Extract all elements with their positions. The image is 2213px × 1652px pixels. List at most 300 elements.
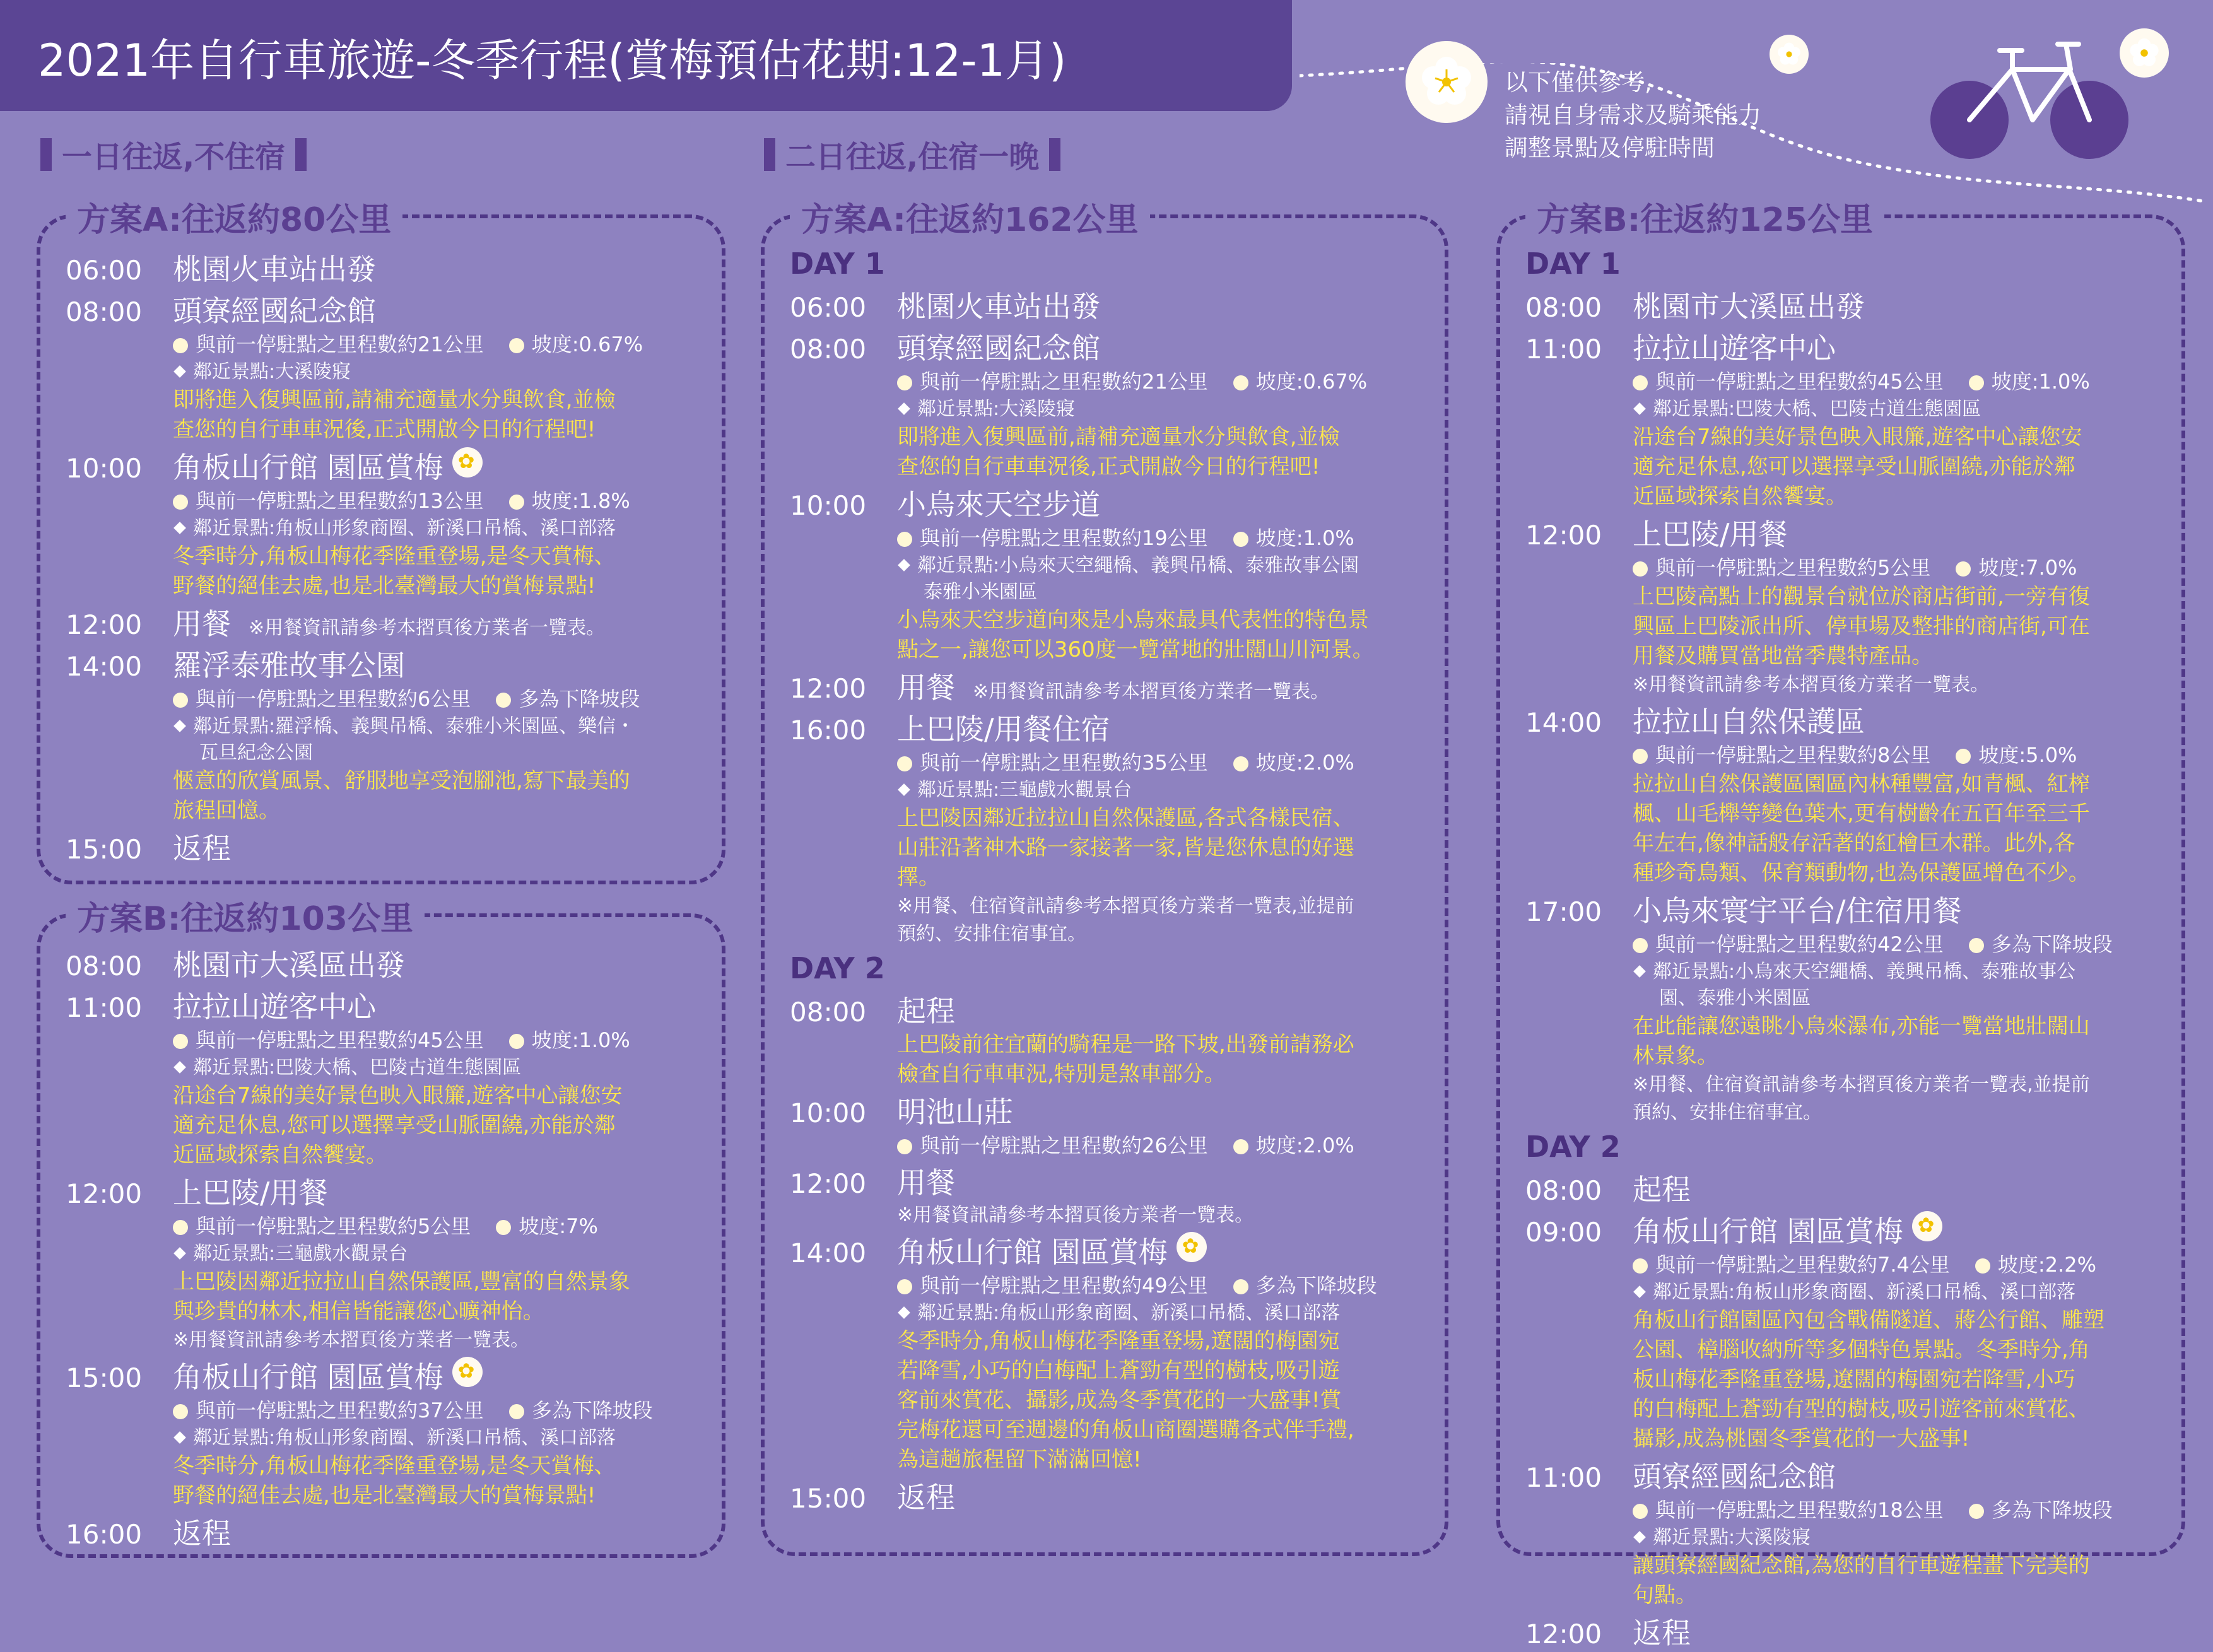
diamond-bullet-icon bbox=[898, 1306, 910, 1319]
nearby-spots bbox=[173, 515, 703, 542]
section-marker bbox=[1049, 138, 1060, 171]
plan-title: 方案B:往返約103公里 bbox=[66, 892, 425, 939]
entry-time: 14:00 bbox=[66, 651, 143, 682]
entry-place: 返程 bbox=[897, 1480, 955, 1514]
diamond-bullet-icon bbox=[1633, 402, 1646, 415]
slope-text: 坡度:7% bbox=[519, 1214, 598, 1238]
bullet-dot-icon bbox=[509, 495, 524, 510]
entry-row bbox=[66, 826, 703, 867]
nearby-spots bbox=[897, 777, 1426, 804]
entry-details bbox=[897, 367, 1426, 482]
entry-description: 野餐的絕佳去處,也是北臺灣最大的賞梅景點! bbox=[173, 573, 596, 599]
itinerary-entry bbox=[790, 706, 1426, 948]
entry-place: 拉拉山遊客中心 bbox=[1633, 331, 1836, 365]
nearby-spots bbox=[173, 1055, 703, 1081]
entry-details bbox=[897, 524, 1426, 665]
distance-text: 與前一停駐點之里程數約6公里 bbox=[196, 687, 471, 711]
nearby-spots bbox=[173, 713, 703, 740]
itinerary-entry bbox=[66, 1511, 703, 1552]
nearby-text: 鄰近景點:小烏來天空繩橋、義興吊橋、泰雅故事公 bbox=[1653, 961, 2076, 983]
nearby-text: 鄰近景點:三龜戲水觀景台 bbox=[917, 779, 1132, 801]
entry-description: 角板山行館園區內包含戰備隧道、蔣公行館、雕塑 bbox=[1633, 1308, 2104, 1333]
title-bar bbox=[0, 0, 1292, 111]
entry-time: 08:00 bbox=[66, 951, 143, 981]
reference-note: ※用餐資訊請參考本摺頁後方業者一覽表。 bbox=[897, 1204, 1254, 1226]
entry-details bbox=[1633, 367, 2163, 512]
entry-row bbox=[1525, 699, 2163, 741]
itinerary-entry bbox=[790, 482, 1426, 665]
entry-details bbox=[897, 1030, 1426, 1089]
plum-flower-icon bbox=[1770, 35, 1809, 74]
nearby-text: 鄰近景點:角板山形象商圈、新溪口吊橋、溪口部落 bbox=[193, 1427, 616, 1449]
entry-description: 上巴陵前往宜蘭的騎程是一路下坡,出發前請務必 bbox=[897, 1032, 1354, 1057]
section-title: 一日往返,不住宿 bbox=[62, 139, 286, 175]
note-line: 請視自身需求及騎乘能力 bbox=[1505, 102, 1761, 129]
entry-description: 近區域探索自然饗宴。 bbox=[173, 1142, 387, 1168]
diamond-bullet-icon bbox=[173, 1061, 186, 1074]
nearby-spots bbox=[1633, 959, 2163, 985]
entry-row bbox=[66, 942, 703, 984]
entry-description: 適充足休息,您可以選擇享受山脈圍繞,亦能於鄰 bbox=[173, 1113, 616, 1138]
distance-text: 與前一停駐點之里程數約35公里 bbox=[920, 751, 1208, 775]
distance-info bbox=[173, 1026, 703, 1055]
entry-time: 17:00 bbox=[1525, 896, 1602, 927]
entry-details bbox=[1633, 930, 2163, 1127]
itinerary-entry bbox=[1525, 1167, 2163, 1209]
distance-text: 與前一停駐點之里程數約45公里 bbox=[196, 1028, 484, 1052]
entry-row bbox=[1525, 1454, 2163, 1496]
bullet-dot-icon bbox=[1233, 756, 1248, 771]
nearby-spots bbox=[897, 553, 1426, 579]
entry-row bbox=[1525, 1209, 2163, 1250]
entry-place: 上巴陵/用餐 bbox=[1633, 517, 1788, 551]
entry-time: 12:00 bbox=[1525, 1619, 1602, 1649]
slope-text: 多為下降坡段 bbox=[531, 1398, 653, 1422]
meal-reference-note: ※用餐資訊請參考本摺頁後方業者一覽表。 bbox=[973, 681, 1330, 703]
nearby-spots bbox=[173, 1241, 703, 1267]
distance-text: 與前一停駐點之里程數約18公里 bbox=[1655, 1498, 1944, 1522]
slope-text: 坡度:2.0% bbox=[1255, 751, 1354, 775]
bicycle-icon bbox=[1924, 25, 2132, 164]
entry-row bbox=[790, 988, 1426, 1030]
plum-flower-icon bbox=[1406, 41, 1488, 123]
entry-place: 小烏來寰宇平台/住宿用餐 bbox=[1633, 894, 1962, 928]
itinerary-entry bbox=[790, 1229, 1426, 1475]
entry-description: 查您的自行車車況後,正式開啟今日的行程吧! bbox=[173, 417, 596, 442]
entry-details bbox=[1633, 741, 2163, 888]
entry-row bbox=[1525, 325, 2163, 367]
distance-info bbox=[897, 524, 1426, 553]
entry-details bbox=[897, 1271, 1426, 1475]
section-marker bbox=[40, 138, 52, 171]
entry-details bbox=[897, 1131, 1426, 1160]
entry-time: 08:00 bbox=[1525, 1175, 1602, 1206]
entry-place: 桃園火車站出發 bbox=[897, 290, 1100, 324]
entry-description: 點之一,讓您可以360度一覽當地的壯闊山川河景。 bbox=[897, 637, 1374, 662]
bullet-dot-icon bbox=[897, 1279, 912, 1294]
nearby-text: 鄰近景點:角板山形象商圈、新溪口吊橋、溪口部落 bbox=[1653, 1281, 2076, 1303]
entry-time: 06:00 bbox=[790, 292, 867, 323]
entry-details bbox=[897, 1202, 1426, 1229]
nearby-spots bbox=[173, 1425, 703, 1451]
distance-text: 與前一停駐點之里程數約19公里 bbox=[920, 526, 1208, 550]
day-label: DAY 1 bbox=[790, 247, 885, 281]
entry-time: 15:00 bbox=[790, 1483, 867, 1514]
entry-row bbox=[1525, 888, 2163, 930]
bullet-dot-icon bbox=[1633, 561, 1648, 577]
plum-flower-icon bbox=[1912, 1211, 1942, 1241]
bullet-dot-icon bbox=[897, 756, 912, 771]
entry-details bbox=[1633, 553, 2163, 699]
diamond-bullet-icon bbox=[1633, 1531, 1646, 1544]
entry-row bbox=[790, 665, 1426, 706]
plan-content bbox=[66, 247, 703, 867]
distance-text: 與前一停駐點之里程數約49公里 bbox=[920, 1274, 1208, 1298]
plan-title: 方案A:往返約80公里 bbox=[66, 193, 402, 240]
entry-details bbox=[173, 486, 703, 601]
entry-description: 在此能讓您遠眺小烏來瀑布,亦能一覽當地壯闊山 bbox=[1633, 1014, 2090, 1039]
bullet-dot-icon bbox=[509, 1404, 524, 1419]
bullet-dot-icon bbox=[1633, 749, 1648, 764]
entry-place: 小烏來天空步道 bbox=[897, 488, 1100, 522]
diamond-bullet-icon bbox=[898, 783, 910, 796]
entry-time: 15:00 bbox=[66, 1362, 143, 1393]
entry-details bbox=[173, 330, 703, 445]
entry-description: 種珍奇鳥類、保育類動物,也為保護區增色不少。 bbox=[1633, 860, 2090, 886]
entry-place: 頭寮經國紀念館 bbox=[1633, 1460, 1836, 1494]
slope-text: 坡度:5.0% bbox=[1978, 743, 2077, 767]
entry-description: 用餐及購買當地當季農特產品。 bbox=[1633, 643, 1933, 669]
note-line: 調整景點及停駐時間 bbox=[1505, 134, 1715, 161]
entry-row bbox=[66, 445, 703, 486]
plan-content bbox=[1525, 243, 2163, 1652]
entry-details bbox=[173, 1212, 703, 1354]
entry-description: 拉拉山自然保護區園區內林種豐富,如青楓、紅榨 bbox=[1633, 771, 2090, 797]
entry-description: 愜意的欣賞風景、舒服地享受泡腳池,寫下最美的 bbox=[173, 768, 630, 794]
reference-note: ※用餐資訊請參考本摺頁後方業者一覽表。 bbox=[173, 1329, 530, 1351]
entry-description: 近區域探索自然饗宴。 bbox=[1633, 484, 1847, 509]
distance-info bbox=[173, 486, 703, 515]
bullet-dot-icon bbox=[1233, 1279, 1248, 1294]
diamond-bullet-icon bbox=[173, 1431, 186, 1444]
plum-flower-icon bbox=[452, 447, 483, 477]
entry-place: 用餐 bbox=[897, 671, 955, 705]
section-header-two-day bbox=[754, 132, 1071, 176]
distance-info bbox=[173, 1396, 703, 1425]
distance-info bbox=[1633, 741, 2163, 770]
slope-text: 坡度:0.67% bbox=[1255, 370, 1368, 394]
itinerary-entry bbox=[790, 284, 1426, 325]
nearby-text: 鄰近景點:角板山形象商圈、新溪口吊橋、溪口部落 bbox=[917, 1302, 1341, 1324]
entry-description: 冬季時分,角板山梅花季隆重登場,遼闊的梅園宛 bbox=[897, 1328, 1340, 1354]
diamond-bullet-icon bbox=[173, 522, 186, 534]
slope-text: 坡度:7.0% bbox=[1978, 556, 2077, 580]
entry-place: 上巴陵/用餐住宿 bbox=[897, 712, 1110, 746]
itinerary-entry bbox=[66, 601, 703, 643]
slope-text: 坡度:0.67% bbox=[531, 332, 643, 356]
entry-row bbox=[790, 1089, 1426, 1131]
entry-time: 12:00 bbox=[1525, 520, 1602, 551]
entry-time: 11:00 bbox=[66, 992, 143, 1023]
entry-place: 桃園市大溪區出發 bbox=[173, 948, 405, 982]
itinerary-entry bbox=[790, 1475, 1426, 1516]
reference-note: ※用餐、住宿資訊請參考本摺頁後方業者一覽表,並提前 bbox=[897, 895, 1354, 917]
slope-text: 多為下降坡段 bbox=[1991, 932, 2113, 956]
day-label: DAY 1 bbox=[1525, 247, 1621, 281]
entry-row bbox=[790, 1160, 1426, 1202]
entry-place: 用餐 bbox=[897, 1166, 955, 1200]
itinerary-entry bbox=[1525, 1209, 2163, 1454]
entry-row bbox=[790, 284, 1426, 325]
entry-description: 上巴陵高點上的觀景台就位於商店街前,一旁有復 bbox=[1633, 584, 2090, 609]
entry-description: 讓頭寮經國紀念館,為您的自行車遊程畫下完美的 bbox=[1633, 1553, 2090, 1578]
plan-box bbox=[1496, 201, 2185, 1650]
entry-row bbox=[66, 288, 703, 330]
entry-time: 11:00 bbox=[1525, 1462, 1602, 1493]
distance-info bbox=[897, 748, 1426, 777]
entry-details bbox=[173, 1026, 703, 1170]
nearby-spots bbox=[897, 1300, 1426, 1327]
entry-row bbox=[66, 1170, 703, 1212]
entry-time: 09:00 bbox=[1525, 1217, 1602, 1248]
plum-flower-icon bbox=[1177, 1232, 1207, 1262]
distance-info bbox=[173, 684, 703, 713]
bullet-dot-icon bbox=[173, 1220, 188, 1235]
entry-description: 板山梅花季隆重登場,遼闊的梅園宛若降雪,小巧 bbox=[1633, 1367, 2075, 1392]
bullet-dot-icon bbox=[509, 338, 524, 353]
diamond-bullet-icon bbox=[898, 402, 910, 415]
entry-place: 明池山莊 bbox=[897, 1095, 1013, 1129]
note-line: 以下僅供參考, bbox=[1505, 69, 1652, 96]
slope-text: 坡度:1.0% bbox=[531, 1028, 630, 1052]
entry-row bbox=[1525, 512, 2163, 553]
entry-description: 客前來賞花、攝影,成為冬季賞花的一大盛事!賞 bbox=[897, 1388, 1342, 1413]
entry-time: 14:00 bbox=[1525, 707, 1602, 738]
entry-description: 與珍貴的林木,相信皆能讓您心曠神怡。 bbox=[173, 1299, 544, 1324]
entry-row bbox=[66, 247, 703, 288]
entry-time: 08:00 bbox=[66, 296, 143, 327]
itinerary-entry bbox=[66, 1170, 703, 1354]
bullet-dot-icon bbox=[1633, 938, 1648, 953]
plan-title: 方案B:往返約125公里 bbox=[1525, 193, 1884, 240]
section-header-one-day bbox=[30, 132, 317, 176]
itinerary-entry bbox=[1525, 699, 2163, 888]
bullet-dot-icon bbox=[1969, 1504, 1984, 1519]
itinerary-entry bbox=[66, 288, 703, 445]
itinerary-entry bbox=[66, 1354, 703, 1511]
itinerary-entry bbox=[790, 988, 1426, 1089]
plan-box bbox=[37, 900, 725, 1558]
bullet-dot-icon bbox=[897, 532, 912, 547]
entry-description: 的白梅配上蒼勁有型的樹枝,吸引遊客前來賞花、 bbox=[1633, 1397, 2090, 1422]
slope-text: 坡度:2.0% bbox=[1255, 1134, 1354, 1157]
entry-time: 10:00 bbox=[790, 490, 867, 521]
entry-place: 返程 bbox=[173, 1516, 231, 1550]
itinerary-entry bbox=[790, 1089, 1426, 1160]
nearby-spots bbox=[1633, 1525, 2163, 1551]
entry-time: 11:00 bbox=[1525, 334, 1602, 365]
entry-time: 08:00 bbox=[790, 997, 867, 1028]
entry-description: 即將進入復興區前,請補充適量水分與飲食,並檢 bbox=[173, 387, 616, 413]
entry-description: 小烏來天空步道向來是小烏來最具代表性的特色景 bbox=[897, 607, 1369, 633]
bullet-dot-icon bbox=[1633, 375, 1648, 390]
entry-description: 句點。 bbox=[1633, 1583, 1697, 1608]
entry-row bbox=[790, 1229, 1426, 1271]
entry-row bbox=[790, 482, 1426, 524]
entry-description: 冬季時分,角板山梅花季隆重登場,是冬天賞梅、 bbox=[173, 1453, 616, 1479]
entry-time: 12:00 bbox=[790, 673, 867, 704]
distance-text: 與前一停駐點之里程數約7.4公里 bbox=[1655, 1253, 1950, 1277]
bullet-dot-icon bbox=[1233, 532, 1248, 547]
nearby-text: 鄰近景點:小烏來天空繩橋、義興吊橋、泰雅故事公園 bbox=[917, 554, 1359, 577]
itinerary-entry bbox=[66, 942, 703, 984]
day-label: DAY 2 bbox=[790, 951, 885, 985]
nearby-spots-cont: 泰雅小米園區 bbox=[924, 581, 1037, 603]
plan-content bbox=[66, 942, 703, 1552]
entry-description: 擇。 bbox=[897, 865, 940, 890]
entry-time: 12:00 bbox=[66, 609, 143, 640]
nearby-text: 鄰近景點:大溪陵寢 bbox=[193, 361, 351, 383]
entry-place: 桃園火車站出發 bbox=[173, 252, 376, 286]
entry-description: 若降雪,小巧的白梅配上蒼勁有型的樹枝,吸引遊 bbox=[897, 1358, 1340, 1383]
day-label: DAY 2 bbox=[1525, 1130, 1621, 1164]
entry-place: 返程 bbox=[173, 831, 231, 865]
itinerary-entry bbox=[1525, 1454, 2163, 1610]
entry-details bbox=[173, 1396, 703, 1511]
slope-text: 坡度:2.2% bbox=[1997, 1253, 2096, 1277]
itinerary-entry bbox=[66, 826, 703, 867]
bullet-dot-icon bbox=[1233, 1139, 1248, 1154]
bullet-dot-icon bbox=[1975, 1258, 1990, 1274]
distance-info bbox=[897, 367, 1426, 396]
entry-description: 旅程回憶。 bbox=[173, 798, 280, 823]
nearby-text: 鄰近景點:羅浮橋、義興吊橋、泰雅小米園區、樂信・ bbox=[193, 715, 635, 737]
bullet-dot-icon bbox=[1633, 1504, 1648, 1519]
bullet-dot-icon bbox=[173, 1404, 188, 1419]
entry-description: 興區上巴陵派出所、停車場及整排的商店街,可在 bbox=[1633, 614, 2090, 639]
entry-description: 上巴陵因鄰近拉拉山自然保護區,各式各樣民宿、 bbox=[897, 805, 1354, 831]
entry-description: 即將進入復興區前,請補充適量水分與飲食,並檢 bbox=[897, 425, 1340, 450]
nearby-text: 鄰近景點:大溪陵寢 bbox=[1653, 1526, 1811, 1549]
distance-text: 與前一停駐點之里程數約21公里 bbox=[196, 332, 484, 356]
entry-place: 頭寮經國紀念館 bbox=[173, 294, 376, 328]
entry-place: 上巴陵/用餐 bbox=[173, 1176, 328, 1210]
bullet-dot-icon bbox=[173, 495, 188, 510]
entry-description: 山莊沿著神木路一家接著一家,皆是您休息的好選 bbox=[897, 835, 1354, 860]
nearby-spots bbox=[1633, 1279, 2163, 1306]
entry-description: 上巴陵因鄰近拉拉山自然保護區,豐富的自然景象 bbox=[173, 1269, 630, 1294]
reference-note: ※用餐、住宿資訊請參考本摺頁後方業者一覽表,並提前 bbox=[1633, 1074, 2090, 1096]
entry-place: 角板山行館 園區賞梅 bbox=[173, 450, 443, 484]
itinerary-entry bbox=[66, 984, 703, 1170]
entry-row bbox=[66, 1354, 703, 1396]
diamond-bullet-icon bbox=[173, 1247, 186, 1260]
bullet-dot-icon bbox=[897, 1139, 912, 1154]
entry-time: 12:00 bbox=[66, 1178, 143, 1209]
distance-info bbox=[1633, 1250, 2163, 1279]
bullet-dot-icon bbox=[173, 338, 188, 353]
entry-description: 年左右,像神話般存活著的紅檜巨木群。此外,各 bbox=[1633, 831, 2075, 856]
entry-row bbox=[66, 1511, 703, 1552]
itinerary-entry bbox=[1525, 325, 2163, 512]
entry-time: 08:00 bbox=[1525, 292, 1602, 323]
entry-place: 起程 bbox=[1633, 1173, 1691, 1207]
bullet-dot-icon bbox=[1633, 1258, 1648, 1274]
entry-time: 06:00 bbox=[66, 255, 143, 286]
entry-place: 角板山行館 園區賞梅 bbox=[1633, 1214, 1903, 1248]
distance-info bbox=[173, 330, 703, 359]
entry-time: 14:00 bbox=[790, 1238, 867, 1268]
entry-place: 拉拉山自然保護區 bbox=[1633, 705, 1865, 739]
entry-description: 沿途台7線的美好景色映入眼簾,遊客中心讓您安 bbox=[173, 1083, 623, 1108]
meal-reference-note: ※用餐資訊請參考本摺頁後方業者一覽表。 bbox=[249, 617, 606, 639]
nearby-spots bbox=[173, 359, 703, 385]
bullet-dot-icon bbox=[173, 1034, 188, 1049]
entry-row bbox=[1525, 1610, 2163, 1652]
entry-description: 沿途台7線的美好景色映入眼簾,遊客中心讓您安 bbox=[1633, 425, 2082, 450]
itinerary-entry bbox=[1525, 888, 2163, 1127]
bullet-dot-icon bbox=[496, 693, 511, 708]
slope-text: 多為下降坡段 bbox=[1991, 1498, 2113, 1522]
entry-description: 攝影,成為桃園冬季賞花的一大盛事! bbox=[1633, 1426, 1970, 1451]
distance-info bbox=[897, 1271, 1426, 1300]
diamond-bullet-icon bbox=[1633, 965, 1646, 978]
reference-note: ※用餐資訊請參考本摺頁後方業者一覽表。 bbox=[1633, 674, 1990, 696]
entry-time: 15:00 bbox=[66, 834, 143, 865]
entry-row bbox=[1525, 284, 2163, 325]
entry-row bbox=[66, 643, 703, 684]
plan-box bbox=[761, 201, 1448, 1556]
entry-row bbox=[790, 1475, 1426, 1516]
entry-row bbox=[790, 706, 1426, 748]
plan-title: 方案A:往返約162公里 bbox=[790, 193, 1150, 240]
nearby-spots-cont: 瓦旦紀念公園 bbox=[199, 742, 313, 764]
entry-description: 楓、山毛櫸等變色葉木,更有樹齡在五百年至三千 bbox=[1633, 801, 2090, 826]
plum-flower-icon bbox=[452, 1357, 483, 1387]
entry-time: 10:00 bbox=[790, 1098, 867, 1128]
page-title: 2021年自行車旅遊-冬季行程(賞梅預估花期:12-1月) bbox=[38, 35, 1067, 86]
nearby-text: 鄰近景點:三龜戲水觀景台 bbox=[193, 1243, 408, 1265]
entry-time: 08:00 bbox=[790, 334, 867, 365]
bullet-dot-icon bbox=[496, 1220, 511, 1235]
entry-description: 冬季時分,角板山梅花季隆重登場,是冬天賞梅、 bbox=[173, 544, 616, 569]
reference-note bbox=[1505, 66, 1761, 165]
slope-text: 坡度:1.0% bbox=[1255, 526, 1354, 550]
diamond-bullet-icon bbox=[173, 365, 186, 378]
itinerary-entry bbox=[790, 325, 1426, 482]
entry-place: 角板山行館 園區賞梅 bbox=[897, 1235, 1168, 1269]
bullet-dot-icon bbox=[509, 1034, 524, 1049]
distance-text: 與前一停駐點之里程數約5公里 bbox=[1655, 556, 1931, 580]
distance-info bbox=[1633, 1496, 2163, 1525]
bullet-dot-icon bbox=[1956, 749, 1971, 764]
entry-details bbox=[897, 748, 1426, 948]
entry-description: 為這趟旅程留下滿滿回憶! bbox=[897, 1447, 1142, 1472]
entry-place: 頭寮經國紀念館 bbox=[897, 331, 1100, 365]
entry-description: 完梅花還可至週邊的角板山商圈選購各式伴手禮, bbox=[897, 1417, 1354, 1443]
itinerary-entry bbox=[66, 445, 703, 601]
entry-place: 返程 bbox=[1633, 1616, 1691, 1650]
itinerary-entry bbox=[790, 1160, 1426, 1229]
distance-info bbox=[173, 1212, 703, 1241]
plan-content bbox=[790, 243, 1426, 1516]
section-title: 二日往返,住宿一晚 bbox=[785, 139, 1040, 175]
distance-text: 與前一停駐點之里程數約8公里 bbox=[1655, 743, 1931, 767]
diamond-bullet-icon bbox=[173, 720, 186, 732]
distance-text: 與前一停駐點之里程數約21公里 bbox=[920, 370, 1208, 394]
distance-text: 與前一停駐點之里程數約26公里 bbox=[920, 1134, 1208, 1157]
slope-text: 多為下降坡段 bbox=[1255, 1274, 1377, 1298]
